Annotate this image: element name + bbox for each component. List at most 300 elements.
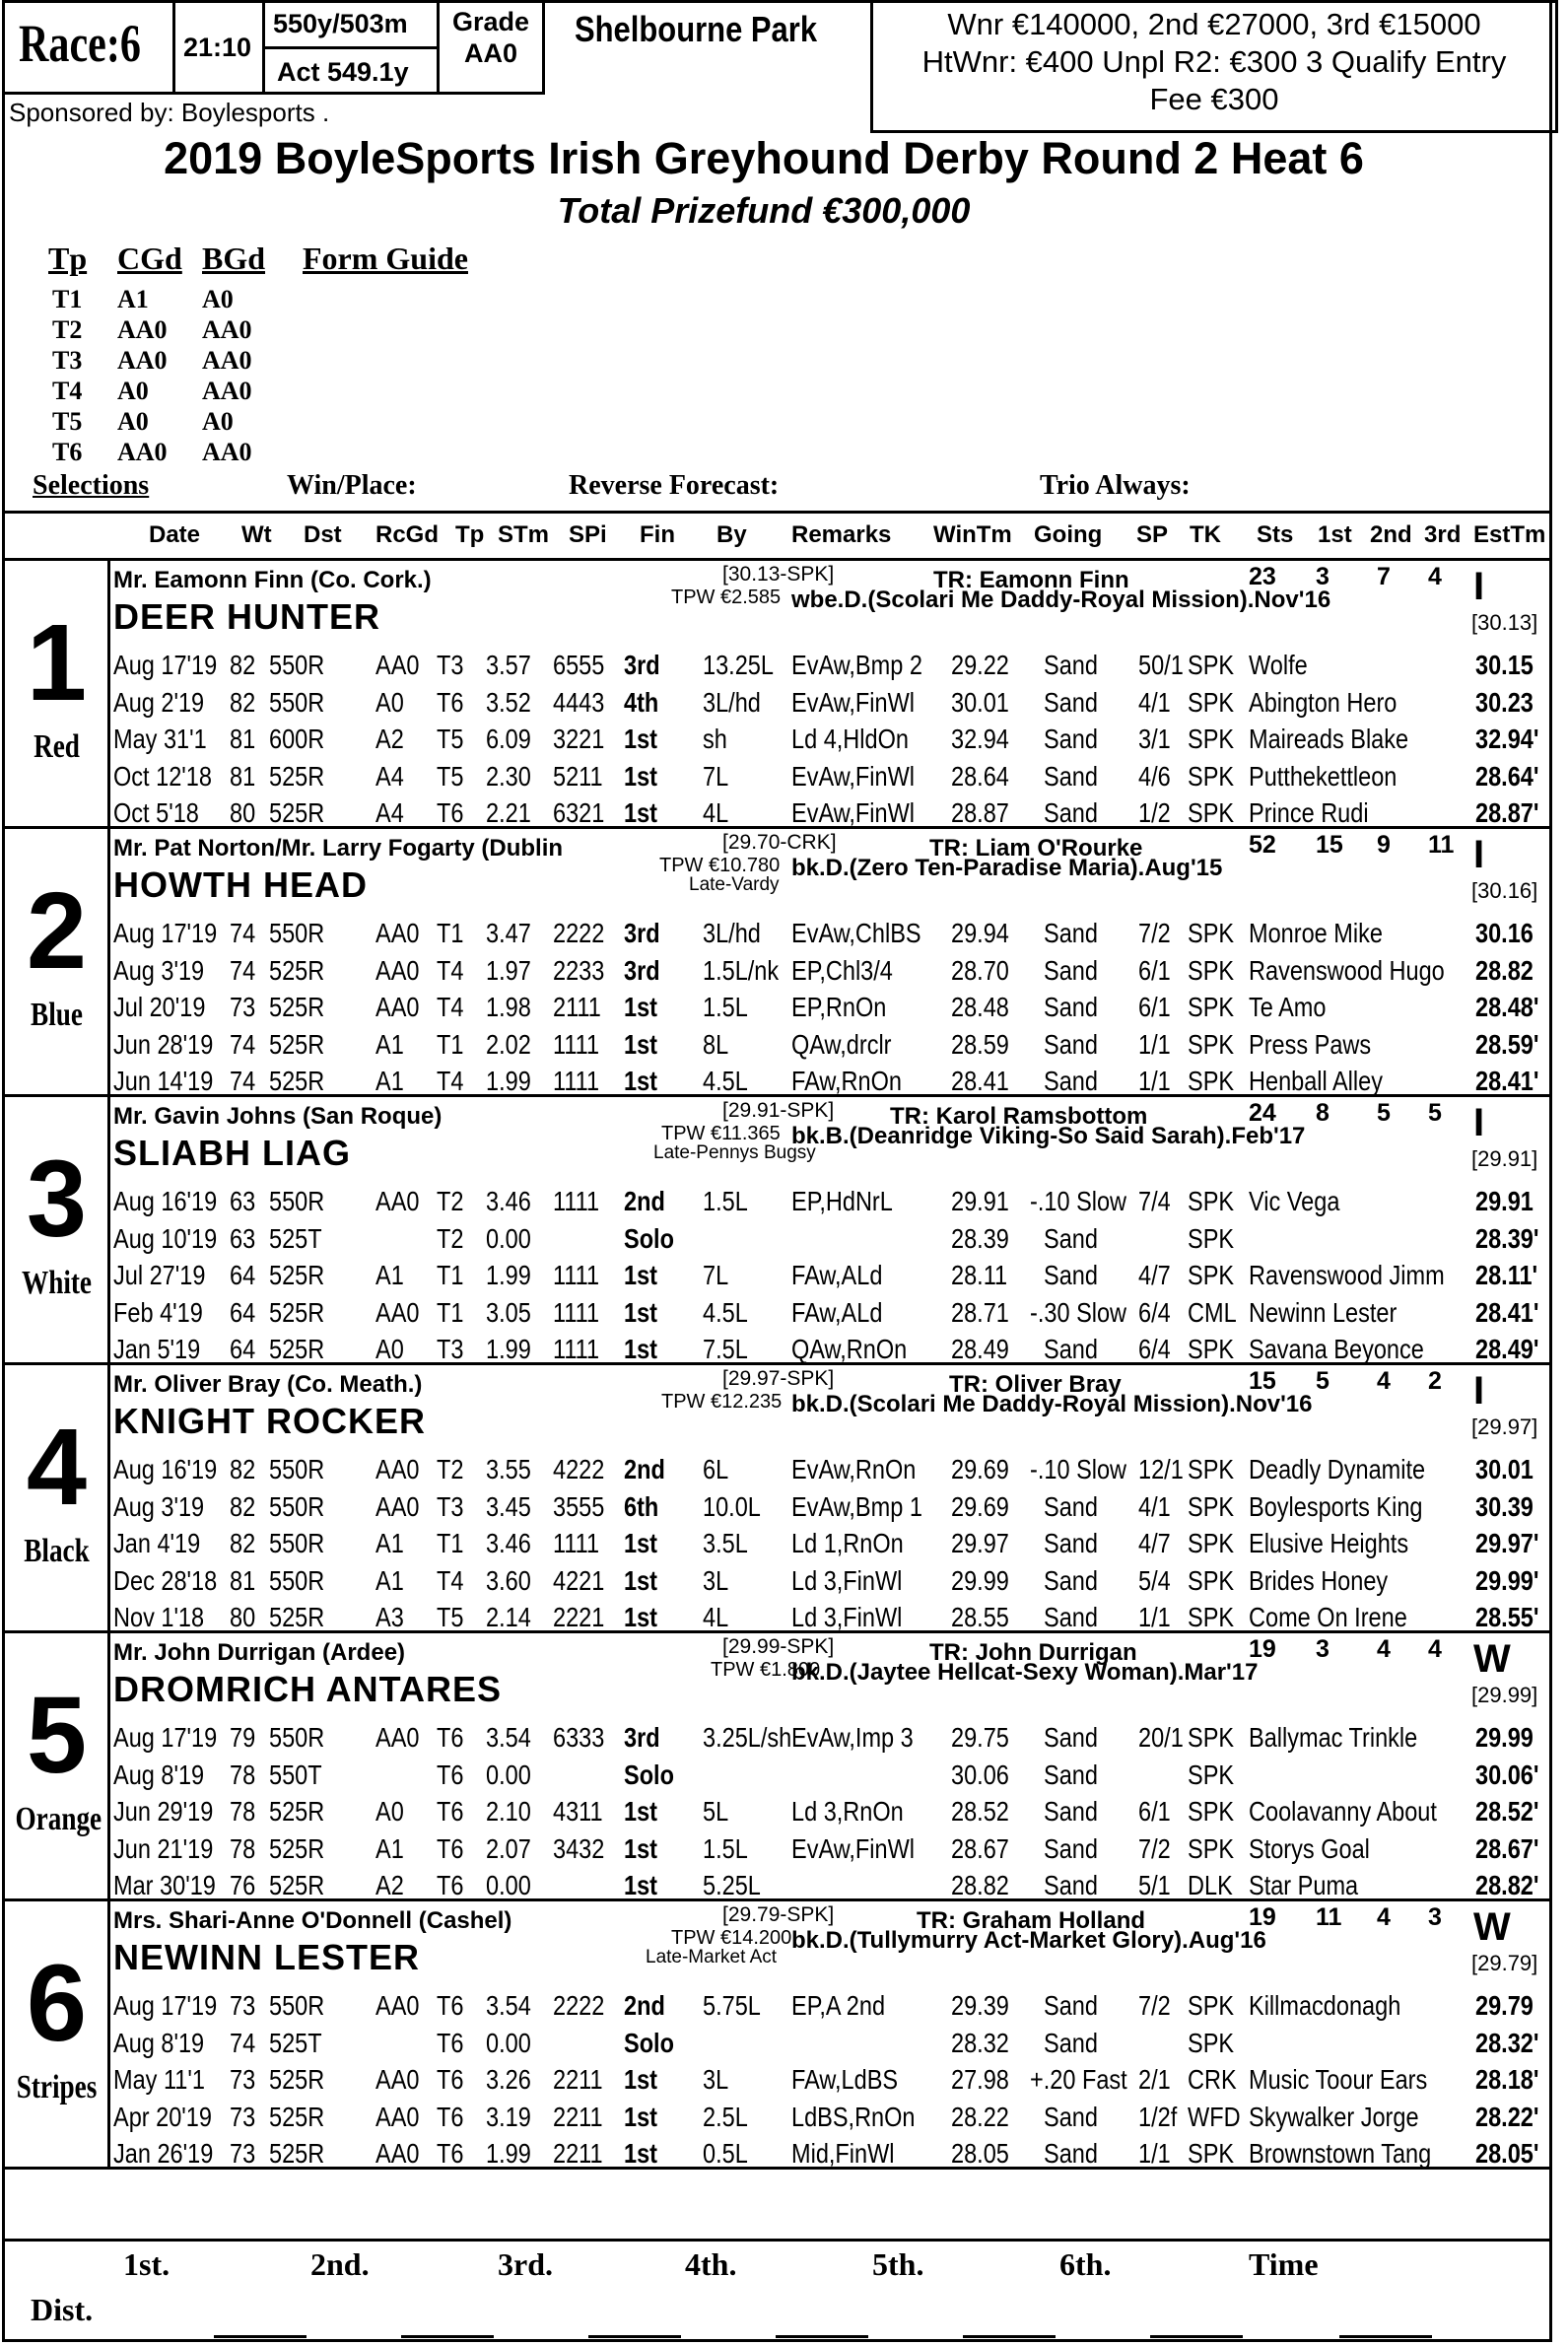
form-sp: 4/7 — [1138, 1260, 1171, 1290]
form-win-time: 29.22 — [951, 650, 1009, 680]
form-finish: 1st — [624, 724, 657, 754]
column-header-remarks: Remarks — [791, 521, 892, 548]
form-remarks: EvAw,Bmp 2 — [791, 650, 922, 680]
place-label: 4th. — [685, 2246, 737, 2282]
grade-cgd: A0 — [117, 407, 149, 436]
form-finish: 1st — [624, 1296, 657, 1328]
form-remarks: EvAw,Imp 3 — [791, 1722, 914, 1753]
form-est-time: 30.06' — [1475, 1759, 1539, 1790]
form-date: Aug 17'19 — [113, 1990, 218, 2021]
grades-header-bgd: BGd — [202, 241, 266, 276]
form-remarks: QAw,RnOn — [791, 1334, 908, 1364]
form-date: Jan 5'19 — [113, 1334, 201, 1364]
form-est-time: 30.15 — [1475, 650, 1534, 680]
form-trap: T5 — [437, 724, 464, 754]
form-sp: 4/1 — [1138, 686, 1171, 718]
form-winner: Abington Hero — [1249, 686, 1398, 718]
form-going: Sand — [1044, 1722, 1098, 1753]
race-label: Race:6 — [19, 14, 141, 73]
form-track: SPK — [1188, 1832, 1235, 1864]
form-est-time: 32.94' — [1475, 724, 1539, 754]
estimated-time: [30.16] — [1471, 878, 1538, 903]
form-winner: Maireads Blake — [1249, 724, 1409, 754]
prize-line-2: HtWnr: €400 Unpl R2: €300 3 Qualify Entry — [921, 44, 1507, 79]
form-winner: Brides Honey — [1249, 1564, 1389, 1596]
form-race-grade: AA0 — [375, 1722, 420, 1753]
form-race-grade: AA0 — [375, 1990, 420, 2021]
form-by: 3L/hd — [703, 686, 761, 718]
form-going: Sand — [1044, 1334, 1098, 1364]
prize-line-3: Fee €300 — [1149, 82, 1279, 116]
owner: Mr. Eamonn Finn (Co. Cork.) — [113, 567, 432, 593]
form-est-time: 29.97' — [1475, 1528, 1539, 1558]
form-remarks: Ld 3,RnOn — [791, 1796, 904, 1827]
form-track: SPK — [1188, 1990, 1235, 2021]
form-track: SPK — [1188, 1564, 1235, 1596]
form-track: SPK — [1188, 686, 1235, 718]
form-finish: 1st — [624, 1066, 657, 1096]
form-track: SPK — [1188, 1334, 1235, 1364]
form-race-grade: A1 — [375, 1028, 404, 1060]
form-distance: 550R — [269, 1990, 325, 2021]
form-est-time: 28.87' — [1475, 797, 1539, 828]
form-win-time: 30.06 — [951, 1759, 1009, 1790]
form-win-time: 28.52 — [951, 1796, 1009, 1827]
form-date: Jun 14'19 — [113, 1066, 214, 1096]
form-weight: 74 — [230, 1066, 256, 1096]
form-split-positions: 4221 — [553, 1564, 605, 1596]
form-by: sh — [703, 724, 727, 754]
place-label: 1st. — [123, 2246, 170, 2282]
form-est-time: 28.22' — [1475, 2101, 1539, 2132]
form-sectional-time: 3.46 — [486, 1528, 531, 1558]
form-winner: Press Paws — [1249, 1028, 1372, 1060]
form-date: Jun 28'19 — [113, 1028, 214, 1060]
column-header-date: Date — [149, 521, 201, 548]
form-going: Sand — [1044, 797, 1098, 828]
form-est-time: 30.39 — [1475, 1490, 1534, 1522]
form-weight: 82 — [230, 1490, 256, 1522]
form-finish: 1st — [624, 2101, 657, 2132]
form-track: CRK — [1188, 2064, 1237, 2095]
breeding: bk.D.(Tullymurry Act-Market Glory).Aug'16 — [791, 1927, 1266, 1954]
form-est-time: 30.23 — [1475, 686, 1534, 718]
form-weight: 64 — [230, 1260, 256, 1290]
form-track: SPK — [1188, 1796, 1235, 1827]
form-track: SPK — [1188, 1066, 1235, 1096]
form-trap: T6 — [437, 1832, 464, 1864]
form-going: Sand — [1044, 1490, 1098, 1522]
form-weight: 73 — [230, 2064, 256, 2095]
form-trap: T1 — [437, 1028, 464, 1060]
form-track: SPK — [1188, 1222, 1235, 1254]
form-by: 3L — [703, 2064, 729, 2095]
form-split-positions: 1111 — [553, 1066, 600, 1096]
form-going: Sand — [1044, 1028, 1098, 1060]
grade-trap: T5 — [52, 407, 83, 436]
form-est-time: 29.91 — [1475, 1186, 1534, 1216]
form-remarks: EvAw,FinWl — [791, 686, 916, 718]
form-remarks: EP,Chl3/4 — [791, 954, 893, 986]
form-race-grade: A0 — [375, 1334, 404, 1364]
form-track: SPK — [1188, 797, 1235, 828]
form-track: SPK — [1188, 1260, 1235, 1290]
trainer: TR: John Durrigan — [929, 1639, 1137, 1666]
trainer: TR: Karol Ramsbottom — [890, 1103, 1148, 1130]
seconds: 5 — [1377, 1099, 1391, 1127]
owner: Mr. John Durrigan (Ardee) — [113, 1639, 406, 1666]
form-winner: Come On Irene — [1249, 1602, 1407, 1632]
best-time: [30.13-SPK] — [722, 563, 835, 586]
form-remarks: EP,HdNrL — [791, 1186, 893, 1216]
form-finish: 1st — [624, 1528, 657, 1558]
grade-bgd: AA0 — [202, 438, 252, 466]
form-split-positions: 6555 — [553, 650, 605, 680]
trap-colour: Black — [24, 1533, 90, 1569]
form-win-time: 29.94 — [951, 918, 1009, 948]
form-winner: Coolavanny About — [1249, 1796, 1437, 1827]
form-going: Sand — [1044, 2027, 1098, 2058]
form-race-grade: AA0 — [375, 1186, 420, 1216]
firsts: 3 — [1316, 563, 1329, 590]
form-est-time: 28.82 — [1475, 954, 1534, 986]
form-sectional-time: 3.26 — [486, 2064, 531, 2095]
form-finish: 2nd — [624, 1990, 665, 2021]
dist-label: Dist. — [31, 2292, 94, 2327]
race-title: 2019 BoyleSports Irish Greyhound Derby Round 2 Heat 6 — [164, 133, 1364, 183]
form-split-positions: 1111 — [553, 1334, 600, 1364]
estimated-time: [30.13] — [1471, 610, 1538, 635]
form-remarks: Ld 4,HldOn — [791, 724, 909, 754]
form-sectional-time: 2.30 — [486, 760, 531, 792]
form-race-grade: AA0 — [375, 992, 420, 1022]
form-by: 6L — [703, 1454, 729, 1484]
form-weight: 81 — [230, 724, 256, 754]
form-trap: T2 — [437, 1454, 464, 1484]
actual-distance-box — [262, 46, 440, 95]
form-date: Aug 16'19 — [113, 1454, 218, 1484]
greyhound-name: NEWINN LESTER — [113, 1937, 421, 1977]
form-race-grade: A2 — [375, 724, 404, 754]
form-race-grade: A4 — [375, 760, 404, 792]
grade-bgd: AA0 — [202, 315, 252, 344]
form-weight: 81 — [230, 760, 256, 792]
best-time: [29.91-SPK] — [722, 1099, 835, 1122]
best-time: [29.99-SPK] — [722, 1635, 835, 1658]
form-split-positions: 2211 — [553, 2101, 603, 2132]
form-finish: Solo — [624, 1759, 674, 1790]
form-remarks: Mid,FinWl — [791, 2138, 895, 2169]
form-finish: 3rd — [624, 918, 660, 948]
form-by: 13.25L — [703, 650, 774, 680]
form-sectional-time: 3.55 — [486, 1454, 531, 1484]
form-trap: T4 — [437, 1066, 464, 1096]
race-time-box — [172, 0, 265, 95]
form-sectional-time: 1.99 — [486, 2138, 531, 2169]
form-est-time: 28.32' — [1475, 2027, 1539, 2058]
form-weight: 80 — [230, 797, 256, 828]
form-date: Apr 20'19 — [113, 2101, 212, 2132]
column-header-2nd: 2nd — [1370, 521, 1412, 548]
form-split-positions: 3432 — [553, 1832, 605, 1864]
form-by: 7L — [703, 1260, 729, 1290]
form-sp: 7/2 — [1138, 1990, 1171, 2021]
form-remarks: FAw,LdBS — [791, 2064, 899, 2095]
form-distance: 550R — [269, 1490, 325, 1522]
form-finish: 1st — [624, 1832, 657, 1864]
form-weight: 82 — [230, 1528, 256, 1558]
grade-trap: T3 — [52, 346, 83, 375]
form-winner: Prince Rudi — [1249, 797, 1369, 828]
form-win-time: 28.64 — [951, 760, 1009, 792]
form-remarks: Ld 3,FinWl — [791, 1602, 903, 1632]
trio-label: Trio Always: — [1040, 470, 1191, 501]
form-going: Sand — [1044, 1222, 1098, 1254]
form-sp: 1/2 — [1138, 797, 1171, 828]
grade-flag: I — [1473, 1101, 1485, 1144]
form-weight: 79 — [230, 1722, 256, 1753]
form-trap: T1 — [437, 1260, 464, 1290]
trap-number: 6 — [26, 1943, 88, 2064]
form-remarks: Ld 1,RnOn — [791, 1528, 904, 1558]
form-sectional-time: 3.52 — [486, 686, 531, 718]
firsts: 8 — [1316, 1099, 1329, 1127]
form-finish: 1st — [624, 1334, 657, 1364]
form-going: Sand — [1044, 1564, 1098, 1596]
form-distance: 525R — [269, 1260, 325, 1290]
form-race-grade: A1 — [375, 1564, 404, 1596]
form-date: Jul 27'19 — [113, 1260, 206, 1290]
form-sp: 7/2 — [1138, 918, 1171, 948]
form-date: Aug 8'19 — [113, 1759, 205, 1790]
form-sp: 4/6 — [1138, 760, 1171, 792]
selections-label: Selections — [33, 470, 150, 501]
column-header-wintm: WinTm — [933, 521, 1012, 548]
trainer: TR: Graham Holland — [917, 1907, 1146, 1934]
form-weight: 74 — [230, 1028, 256, 1060]
form-sectional-time: 3.46 — [486, 1186, 531, 1216]
form-date: Jan 4'19 — [113, 1528, 201, 1558]
form-trap: T3 — [437, 1490, 464, 1522]
column-header-1st: 1st — [1318, 521, 1352, 548]
form-distance: 550R — [269, 686, 325, 718]
form-finish: 1st — [624, 760, 657, 792]
estimated-time: [29.97] — [1471, 1414, 1538, 1439]
form-distance: 550R — [269, 1564, 325, 1596]
form-finish: 1st — [624, 2064, 657, 2095]
form-sp: 1/1 — [1138, 1066, 1171, 1096]
form-sectional-time: 1.99 — [486, 1260, 531, 1290]
form-weight: 63 — [230, 1222, 256, 1254]
form-date: Jun 29'19 — [113, 1796, 214, 1827]
form-weight: 73 — [230, 2138, 256, 2169]
form-remarks: FAw,ALd — [791, 1296, 883, 1328]
form-sectional-time: 3.45 — [486, 1490, 531, 1522]
trap-colour: Orange — [15, 1801, 102, 1837]
form-distance: 550R — [269, 1186, 325, 1216]
form-by: 2.5L — [703, 2101, 748, 2132]
form-going: Sand — [1044, 724, 1098, 754]
race-subtitle: Total Prizefund €300,000 — [557, 190, 971, 231]
form-finish: 1st — [624, 1564, 657, 1596]
starts: 19 — [1249, 1635, 1276, 1663]
form-sectional-time: 3.54 — [486, 1990, 531, 2021]
form-going: Sand — [1044, 1796, 1098, 1827]
form-remarks: QAw,drclr — [791, 1028, 892, 1060]
form-by: 10.0L — [703, 1490, 761, 1522]
sponsor: Sponsored by: Boylesports . — [9, 98, 330, 127]
form-guide-header: Form Guide — [303, 241, 468, 276]
thirds: 11 — [1428, 831, 1455, 859]
place-label: 5th. — [872, 2246, 924, 2282]
form-date: Aug 8'19 — [113, 2027, 205, 2058]
form-distance: 525T — [269, 2027, 322, 2058]
form-race-grade: AA0 — [375, 2064, 420, 2095]
form-finish: 2nd — [624, 1186, 665, 1216]
form-est-time: 29.99 — [1475, 1722, 1534, 1753]
grade-box — [437, 0, 545, 95]
thirds: 3 — [1428, 1903, 1442, 1931]
form-remarks: EvAw,RnOn — [791, 1454, 917, 1484]
form-weight: 64 — [230, 1334, 256, 1364]
form-by: 3.25L/sh — [703, 1722, 792, 1753]
divider — [5, 511, 1552, 514]
form-date: Aug 10'19 — [113, 1222, 218, 1254]
starts: 23 — [1249, 563, 1276, 590]
form-weight: 82 — [230, 650, 256, 680]
trap-number: 5 — [26, 1675, 88, 1796]
breeding: bk.D.(Zero Ten-Paradise Maria).Aug'15 — [791, 855, 1223, 881]
grade-flag: W — [1473, 1637, 1511, 1681]
form-sectional-time: 3.19 — [486, 2101, 531, 2132]
form-winner: Killmacdonagh — [1249, 1990, 1401, 2021]
trap-colour: White — [21, 1265, 93, 1301]
form-by: 4.5L — [703, 1296, 748, 1328]
form-weight: 80 — [230, 1602, 256, 1632]
form-sp: 6/4 — [1138, 1334, 1171, 1364]
form-weight: 64 — [230, 1296, 256, 1328]
form-date: Aug 2'19 — [113, 686, 205, 718]
form-split-positions: 1111 — [553, 1186, 600, 1216]
form-winner: Savana Beyonce — [1249, 1334, 1424, 1364]
form-win-time: 28.22 — [951, 2101, 1009, 2132]
form-distance: 525R — [269, 2101, 325, 2132]
tpw: TPW €1.800 — [711, 1659, 821, 1681]
form-date: Aug 16'19 — [113, 1186, 218, 1216]
trainer: TR: Liam O'Rourke — [929, 835, 1143, 862]
form-race-grade: AA0 — [375, 918, 420, 948]
form-race-grade: AA0 — [375, 954, 420, 986]
form-trap: T6 — [437, 1870, 464, 1900]
form-remarks: EP,RnOn — [791, 992, 887, 1022]
estimated-time: [29.79] — [1471, 1951, 1538, 1975]
form-remarks: EvAw,FinWl — [791, 797, 916, 828]
form-by: 4L — [703, 1602, 729, 1632]
grade-flag: W — [1473, 1905, 1511, 1949]
form-date: Oct 12'18 — [113, 760, 212, 792]
grade-cgd: AA0 — [117, 315, 168, 344]
form-sectional-time: 0.00 — [486, 2027, 531, 2058]
form-by: 1.5L — [703, 1186, 748, 1216]
form-win-time: 29.99 — [951, 1564, 1009, 1596]
form-sectional-time: 2.02 — [486, 1028, 531, 1060]
form-date: Mar 30'19 — [113, 1870, 216, 1900]
form-finish: 6th — [624, 1490, 659, 1522]
form-going: Sand — [1044, 1990, 1098, 2021]
place-label: 6th. — [1059, 2246, 1112, 2282]
form-date: Aug 17'19 — [113, 1722, 218, 1753]
form-weight: 73 — [230, 1990, 256, 2021]
owner: Mrs. Shari-Anne O'Donnell (Cashel) — [113, 1907, 512, 1934]
trap-number: 4 — [26, 1407, 88, 1528]
form-est-time: 28.52' — [1475, 1796, 1539, 1827]
form-track: SPK — [1188, 650, 1235, 680]
column-header-rcgd: RcGd — [375, 521, 440, 548]
form-date: Aug 17'19 — [113, 650, 218, 680]
form-date: Jun 21'19 — [113, 1832, 214, 1864]
form-sectional-time: 3.57 — [486, 650, 531, 680]
form-remarks: EvAw,FinWl — [791, 1832, 916, 1864]
form-win-time: 28.32 — [951, 2027, 1009, 2058]
breeding: wbe.D.(Scolari Me Daddy-Royal Mission).Nov'16 — [791, 586, 1331, 613]
starts: 24 — [1249, 1099, 1276, 1127]
form-trap: T1 — [437, 1296, 464, 1328]
form-winner: Skywalker Jorge — [1249, 2101, 1419, 2132]
form-sp: 5/1 — [1138, 1870, 1171, 1900]
form-win-time: 29.39 — [951, 1990, 1009, 2021]
form-weight: 78 — [230, 1832, 256, 1864]
form-distance: 525R — [269, 1796, 325, 1827]
best-time: [29.97-SPK] — [722, 1367, 835, 1390]
form-finish: 1st — [624, 1870, 657, 1900]
form-going: Sand — [1044, 1832, 1098, 1864]
form-split-positions: 6321 — [553, 797, 605, 828]
form-going: Sand — [1044, 918, 1098, 948]
form-going: -.10 Slow — [1030, 1186, 1127, 1216]
form-split-positions: 2211 — [553, 2064, 603, 2095]
form-sp: 12/1 — [1138, 1454, 1184, 1484]
form-distance: 525R — [269, 954, 325, 986]
form-track: SPK — [1188, 1028, 1235, 1060]
form-race-grade: A1 — [375, 1528, 404, 1558]
column-header-esttm: EstTm — [1473, 521, 1546, 548]
form-distance: 525R — [269, 1296, 325, 1328]
grade-trap: T6 — [52, 438, 83, 466]
owner: Mr. Gavin Johns (San Roque) — [113, 1103, 443, 1130]
tpw: TPW €2.585 — [671, 586, 782, 608]
form-winner: Elusive Heights — [1249, 1528, 1409, 1558]
form-distance: 525R — [269, 1334, 325, 1364]
form-track: SPK — [1188, 1602, 1235, 1632]
form-by: 0.5L — [703, 2138, 748, 2169]
form-finish: 1st — [624, 992, 657, 1022]
greyhound-name: HOWTH HEAD — [113, 864, 368, 905]
form-going: Sand — [1044, 1759, 1098, 1790]
form-remarks: EP,A 2nd — [791, 1990, 886, 2021]
form-winner: Vic Vega — [1249, 1186, 1340, 1216]
form-race-grade: A3 — [375, 1602, 404, 1632]
form-split-positions: 1111 — [553, 1296, 600, 1328]
form-distance: 525R — [269, 2064, 325, 2095]
form-distance: 550R — [269, 650, 325, 680]
form-winner: Putthekettleon — [1249, 760, 1398, 792]
starts: 19 — [1249, 1903, 1276, 1931]
form-est-time: 30.01 — [1475, 1454, 1534, 1484]
form-date: May 11'1 — [113, 2064, 205, 2095]
form-distance: 550T — [269, 1759, 322, 1790]
form-trap: T4 — [437, 1564, 464, 1596]
result-blank-line — [588, 2335, 681, 2338]
